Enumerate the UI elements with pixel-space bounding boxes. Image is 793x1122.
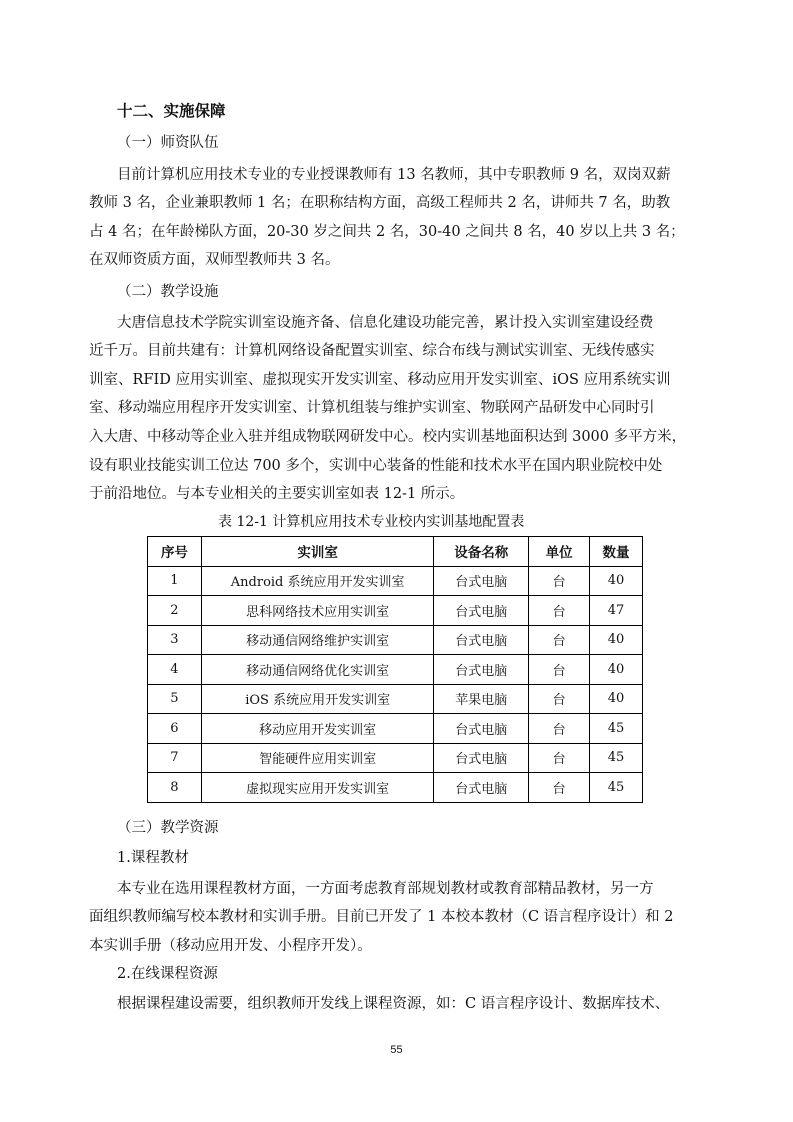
subsection-title-resources: （三）教学资源	[117, 820, 219, 836]
table-cell: 台式电脑	[434, 625, 529, 655]
table-cell: 3	[148, 625, 202, 655]
header-cell: 数量	[590, 537, 643, 567]
table-row	[148, 743, 643, 773]
table-cell: 台	[529, 655, 590, 685]
table-cell: 台式电脑	[434, 714, 529, 744]
table-cell: 移动应用开发实训室	[201, 714, 434, 744]
table-cell: 45	[590, 743, 643, 773]
table-header-row	[148, 537, 643, 567]
table-cell: 台式电脑	[434, 743, 529, 773]
table-cell: 台	[529, 566, 590, 596]
table-cell: 7	[148, 743, 202, 773]
table-row	[148, 625, 643, 655]
paragraph-line: 教师 3 名，企业兼职教师 1 名；在职称结构方面，高级工程师共 2 名，讲师共 7 名，助教	[89, 195, 671, 211]
table-cell: 台式电脑	[434, 596, 529, 626]
table-caption: 表 12-1 计算机应用技术专业校内实训基地配置表	[218, 514, 525, 530]
paragraph-line: 室、移动端应用程序开发实训室、计算机组装与维护实训室、物联网产品研发中心同时引	[89, 400, 655, 416]
item-title-textbooks: 1.课程教材	[117, 850, 189, 866]
paragraph-line: 占 4 名；在年龄梯队方面，20-30 岁之间共 2 名，30-40 之间共 8 名，40 岁以上共 3 名；	[89, 224, 685, 240]
table-row	[148, 684, 643, 714]
table-cell: 4	[148, 655, 202, 685]
table-row	[148, 655, 643, 685]
table-cell: Android 系统应用开发实训室	[201, 566, 434, 596]
table-cell: 台式电脑	[434, 655, 529, 685]
table-row	[148, 714, 643, 744]
paragraph-line: 面组织教师编写校本教材和实训手册。目前已开发了 1 本校本教材（C 语言程序设计）和 2	[89, 909, 674, 925]
table-cell: 2	[148, 596, 202, 626]
paragraph-line: 训室、RFID 应用实训室、虚拟现实开发实训室、移动应用开发实训室、iOS 应用系统实训	[89, 372, 671, 388]
table-cell: 40	[590, 684, 643, 714]
paragraph-line: 大唐信息技术学院实训室设施齐备、信息化建设功能完善，累计投入实训室建设经费	[117, 315, 654, 331]
table-cell: 虚拟现实应用开发实训室	[201, 773, 434, 803]
table-cell: 台	[529, 625, 590, 655]
table-cell: 1	[148, 566, 202, 596]
subsection-title-faculty: （一）师资队伍	[117, 135, 219, 151]
paragraph-line: 本实训手册（移动应用开发、小程序开发）。	[89, 938, 372, 954]
table-cell: 台	[529, 773, 590, 803]
table-cell: 移动通信网络优化实训室	[201, 655, 434, 685]
table-cell: 47	[590, 596, 643, 626]
table-cell: 40	[590, 655, 643, 685]
header-cell: 实训室	[201, 537, 434, 567]
paragraph-line: 本专业在选用课程教材方面，一方面考虑教育部规划教材或教育部精品教材，另一方	[117, 881, 654, 897]
paragraph-line: 于前沿地位。与本专业相关的主要实训室如表 12-1 所示。	[89, 486, 465, 502]
table-cell: 台	[529, 596, 590, 626]
table-cell: 苹果电脑	[434, 684, 529, 714]
table-cell: 40	[590, 625, 643, 655]
table-cell: 6	[148, 714, 202, 744]
table-cell: 8	[148, 773, 202, 803]
table-cell: 45	[590, 773, 643, 803]
table-cell: 智能硬件应用实训室	[201, 743, 434, 773]
training-room-table	[147, 536, 643, 803]
paragraph-line: 目前计算机应用技术专业的专业授课教师有 13 名教师，其中专职教师 9 名，双岗双薪	[117, 167, 671, 183]
item-title-online-courses: 2.在线课程资源	[117, 966, 218, 982]
table-cell: 台	[529, 714, 590, 744]
paragraph-line: 根据课程建设需要，组织教师开发线上课程资源，如：C 语言程序设计、数据库技术、	[117, 996, 670, 1012]
table-cell: 40	[590, 566, 643, 596]
page-number: 55	[390, 1044, 403, 1056]
table-cell: 思科网络技术应用实训室	[201, 596, 434, 626]
table-cell: 移动通信网络维护实训室	[201, 625, 434, 655]
table-cell: iOS 系统应用开发实训室	[201, 684, 434, 714]
subsection-title-facilities: （二）教学设施	[117, 284, 219, 300]
table-cell: 台式电脑	[434, 566, 529, 596]
table-row	[148, 566, 643, 596]
paragraph-line: 入大唐、中移动等企业入驻并组成物联网研发中心。校内实训基地面积达到 3000 多平方米，	[89, 429, 687, 445]
table-cell: 台式电脑	[434, 773, 529, 803]
table-cell: 45	[590, 714, 643, 744]
paragraph-line: 近千万。目前共建有：计算机网络设备配置实训室、综合布线与测试实训室、无线传感实	[89, 343, 655, 359]
paragraph-line: 设有职业技能实训工位达 700 多个，实训中心装备的性能和技术水平在国内职业院校中处	[89, 458, 663, 474]
table-cell: 台	[529, 743, 590, 773]
header-cell: 单位	[529, 537, 590, 567]
table-cell: 5	[148, 684, 202, 714]
table-row	[148, 773, 643, 803]
paragraph-line: 在双师资质方面，双师型教师共 3 名。	[89, 252, 340, 268]
header-cell: 序号	[148, 537, 202, 567]
section-title: 十二、实施保障	[117, 102, 226, 120]
header-cell: 设备名称	[434, 537, 529, 567]
table-cell: 台	[529, 684, 590, 714]
table-row	[148, 596, 643, 626]
